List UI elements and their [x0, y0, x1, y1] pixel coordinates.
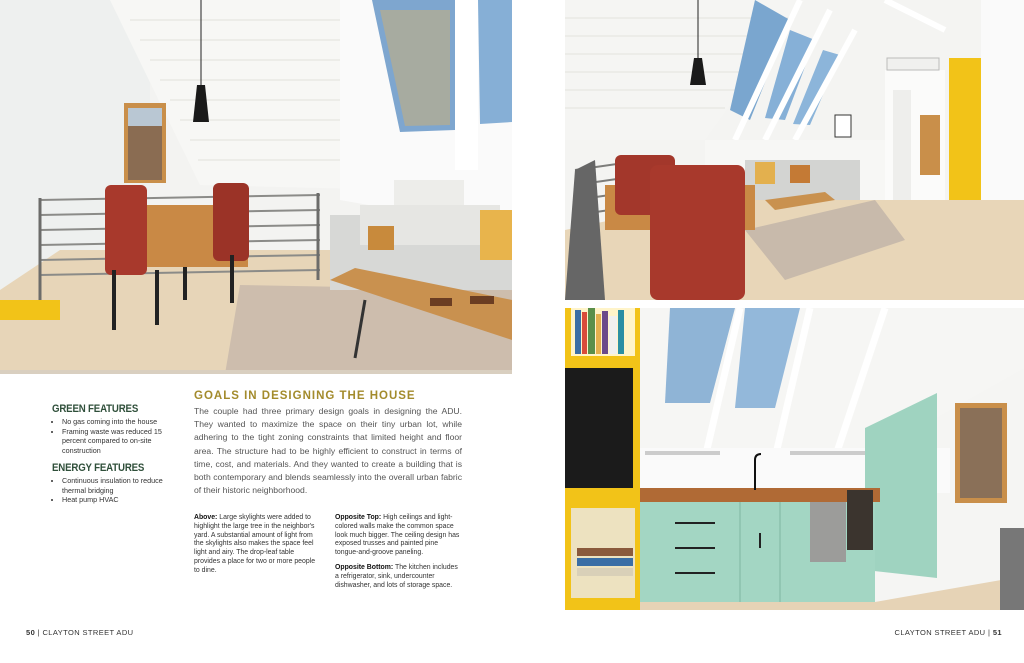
kitchen-illustration	[565, 308, 1024, 610]
photo-kitchen	[565, 308, 1024, 610]
footer-separator: |	[988, 628, 991, 637]
loft-dining-illustration	[0, 0, 512, 374]
caption-opposite-top	[335, 514, 463, 558]
article-body: The couple had three primary design goals in designing the ADU. They wanted to maximize the space on their tiny urban lot, while adhering to the tight zoning constraints that limited height and floor area. The structure had to be highly efficient to construct in terms of time, cost, and materials. And they wanted to create a building that is both contemporary and blends seamlessly into the overall urban fabric of their historic neighborhood.	[194, 406, 462, 496]
features-sidebar	[52, 403, 182, 512]
list-item: • Framing waste was reduced 15 percent compared to on-site construction	[62, 427, 182, 456]
list-item: • Continuous insulation to reduce thermal bridging	[62, 476, 182, 495]
footer-separator: |	[37, 628, 40, 637]
footer-title: CLAYTON STREET ADU	[42, 628, 134, 637]
caption-opposite-bottom	[335, 564, 463, 590]
footer-right	[895, 628, 1002, 637]
photo-loft-dining	[0, 0, 512, 374]
caption-text: High ceilings and light-colored walls make the common space look much bigger. The ceiling design has exposed trusses and painted pine tongue-and-groove paneling.	[335, 514, 460, 557]
photo-living-area	[565, 0, 1024, 300]
caption-above	[194, 514, 316, 576]
footer-left	[26, 628, 133, 637]
list-item: • Heat pump HVAC	[62, 495, 182, 505]
caption-text: Large skylights were added to highlight the large tree in the neighbor's yard. A substantial amount of light from the skylights also makes the space feel light and airy. The drop-leaf table provides a place for two or more people to dine.	[194, 514, 316, 574]
footer-title: CLAYTON STREET ADU	[894, 628, 986, 637]
energy-features-list	[52, 476, 182, 505]
green-features-heading: GREEN FEATURES	[52, 403, 139, 415]
caption-label: Opposite Top:	[335, 514, 382, 521]
green-features-list	[52, 417, 182, 455]
caption-opposite	[335, 514, 463, 596]
page-number: 50	[26, 628, 36, 637]
page-number: 51	[992, 628, 1002, 637]
caption-label: Above:	[194, 514, 218, 521]
energy-features-heading: ENERGY FEATURES	[52, 462, 145, 474]
article-heading: GOALS IN DESIGNING THE HOUSE	[194, 390, 416, 402]
caption-label: Opposite Bottom:	[335, 563, 394, 571]
list-item: • No gas coming into the house	[62, 417, 182, 427]
living-area-illustration	[565, 0, 1024, 300]
caption-text: The kitchen includes a refrigerator, sink, undercounter dishwasher, and lots of storage space.	[335, 563, 458, 589]
